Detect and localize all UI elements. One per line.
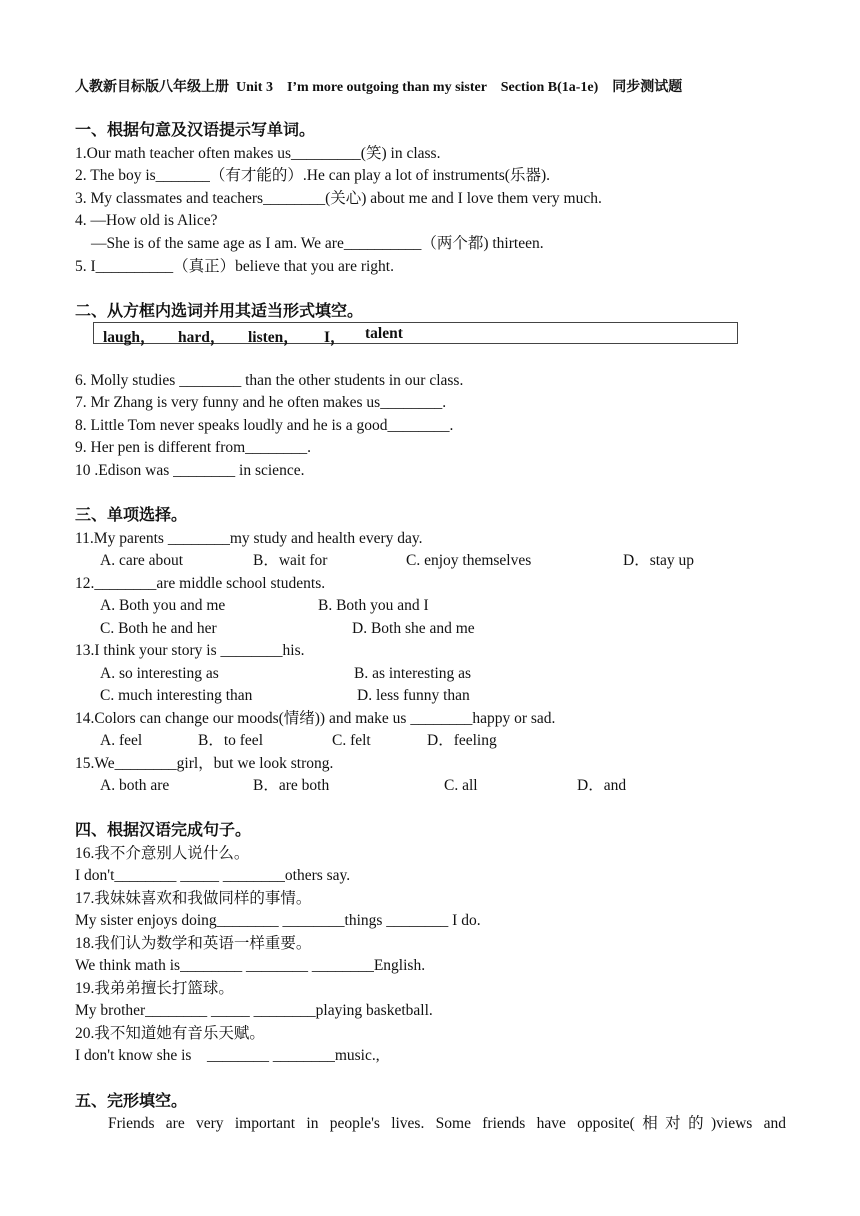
- question-2: 2. The boy is_______（有才能的）.He can play a lot of instruments(乐器).: [75, 167, 550, 184]
- question-4-prompt: 4. —How old is Alice?: [75, 212, 218, 229]
- q12-option-d: D. Both she and me: [352, 620, 475, 637]
- q13-option-a: A. so interesting as: [100, 665, 219, 682]
- q13-option-d: D. less funny than: [357, 687, 470, 704]
- question-17-chinese: 17.我妹妹喜欢和我做同样的事情。: [75, 890, 312, 907]
- question-12: 12.________are middle school students.: [75, 575, 326, 592]
- question-19-chinese: 19.我弟弟擅长打篮球。: [75, 980, 234, 997]
- question-13: 13.I think your story is ________his.: [75, 642, 305, 659]
- section2-heading: 二、从方框内选词并用其适当形式填空。: [75, 303, 364, 320]
- q11-option-b: B．wait for: [253, 552, 328, 569]
- q14-option-d: D．feeling: [427, 732, 497, 749]
- word-box-item: hard，: [178, 329, 226, 346]
- q12-option-a: A. Both you and me: [100, 597, 226, 614]
- question-5: 5. I__________（真正）believe that you are right.: [75, 258, 394, 275]
- word-box-item: I，: [324, 329, 346, 346]
- question-9: 9. Her pen is different from________.: [75, 439, 312, 456]
- question-8: 8. Little Tom never speaks loudly and he is a good________.: [75, 417, 454, 434]
- q11-option-d: D．stay up: [623, 552, 695, 569]
- q11-option-c: C. enjoy themselves: [406, 552, 532, 569]
- question-11: 11.My parents ________my study and health every day.: [75, 530, 423, 547]
- question-17-english: My sister enjoys doing________ ________things ________ I do.: [75, 912, 481, 929]
- question-18-chinese: 18.我们认为数学和英语一样重要。: [75, 935, 312, 952]
- q15-option-d: D．and: [577, 777, 627, 794]
- q15-option-b: B．are both: [253, 777, 330, 794]
- question-10: 10 .Edison was ________ in science.: [75, 462, 305, 479]
- q14-option-b: B．to feel: [198, 732, 263, 749]
- question-1: 1.Our math teacher often makes us_________(笑) in class.: [75, 145, 441, 162]
- q12-option-c: C. Both he and her: [100, 620, 217, 637]
- q13-option-b: B. as interesting as: [354, 665, 472, 682]
- cloze-paragraph: Friends are very important in people's lives. Some friends have opposite(相对的)views and: [108, 1115, 786, 1132]
- question-16-chinese: 16.我不介意别人说什么。: [75, 845, 250, 862]
- word-box-item: talent: [365, 325, 403, 342]
- q13-option-c: C. much interesting than: [100, 687, 253, 704]
- section1-heading: 一、根据句意及汉语提示写单词。: [75, 122, 316, 139]
- section4-heading: 四、根据汉语完成句子。: [75, 822, 252, 839]
- q15-option-c: C. all: [444, 777, 478, 794]
- q14-option-a: A. feel: [100, 732, 143, 749]
- question-7: 7. Mr Zhang is very funny and he often makes us________.: [75, 394, 447, 411]
- q11-option-a: A. care about: [100, 552, 184, 569]
- question-19-english: My brother________ _____ ________playing basketball.: [75, 1002, 433, 1019]
- q15-option-a: A. both are: [100, 777, 170, 794]
- word-box-item: listen，: [248, 329, 299, 346]
- word-box: [93, 322, 738, 344]
- word-box-item: laugh，: [103, 329, 156, 346]
- question-18-english: We think math is________ ________ ________English.: [75, 957, 426, 974]
- question-4-answer: —She is of the same age as I am. We are__________（两个都) thirteen.: [91, 235, 544, 252]
- question-6: 6. Molly studies ________ than the other students in our class.: [75, 372, 464, 389]
- question-15: 15.We________girl，but we look strong.: [75, 755, 334, 772]
- question-16-english: I don't________ _____ ________others say.: [75, 867, 351, 884]
- question-14: 14.Colors can change our moods(情绪)) and make us ________happy or sad.: [75, 710, 556, 727]
- page-title: 人教新目标版八年级上册 Unit 3 I’m more outgoing than my sister Section B(1a-1e) 同步测试题: [75, 80, 683, 95]
- q14-option-c: C. felt: [332, 732, 371, 749]
- section3-heading: 三、单项选择。: [75, 507, 188, 524]
- section5-heading: 五、完形填空。: [75, 1093, 188, 1110]
- question-3: 3. My classmates and teachers________(关心) about me and I love them very much.: [75, 190, 602, 207]
- question-20-chinese: 20.我不知道她有音乐天赋。: [75, 1025, 265, 1042]
- question-20-english: I don't know she is ________ ________music.,: [75, 1047, 380, 1064]
- q12-option-b: B. Both you and I: [318, 597, 429, 614]
